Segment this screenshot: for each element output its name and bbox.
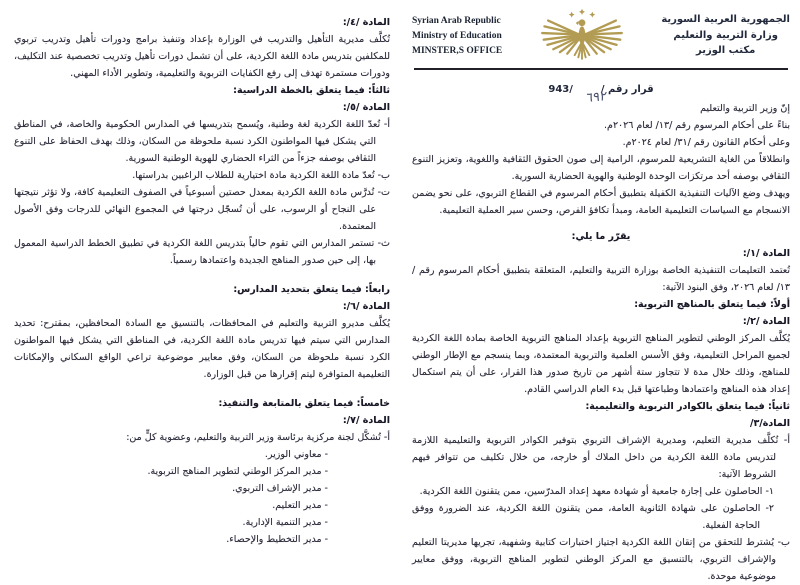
text-line: المادة /٦/: xyxy=(342,301,390,312)
decree-page-2 xyxy=(0,0,400,545)
spacer xyxy=(14,383,390,395)
text-line: تُعتمد التعليمات التنفيذية الخاصة بوزارة التربية والتعليم، المتعلقة بتطبيق أحكام المرسوم رقم /١٣/ لعام ٢٠٢٦، وفق البنود الآتية: xyxy=(412,265,790,293)
text-line: - معاوني الوزير. xyxy=(264,449,328,460)
text-line: تُكلَّف مديرية التأهيل والتدريب في الوزارة بإعداد وتنفيذ برامج ودورات تأهيل وتدريب تربوي للمكلفين بتدريس مادة اللغة الكردية، على أن تشمل دورات تأهيل وتدريب تخصصية عند التكليف، ودورات مستمرة تهدف إلى رفع الكفايات التربوية والتعليمية، وتطوير الأداء المهني. xyxy=(14,34,390,79)
letterhead-office-en: MINSTER,S OFFICE xyxy=(412,46,503,56)
text-line: المادة /٢/: xyxy=(742,316,790,327)
text-line: وانطلاقاً من الغاية التشريعية للمرسوم، الرامية إلى صون الحقوق الثقافية واللغوية، وتعزيز التنوع الثقافي بوصفه أحد مرتكزات الوحدة الوطنية والهوية الحضارية السورية. xyxy=(412,154,790,182)
text-line: - مدير التنمية الإدارية. xyxy=(242,517,328,528)
decree-page-1 xyxy=(400,0,800,582)
spacer xyxy=(14,269,390,281)
letterhead-ministry-ar: وزارة التربية والتعليم xyxy=(673,29,778,41)
eagle-emblem-icon xyxy=(536,8,628,64)
text-line: يُكلَّف مديرو التربية والتعليم في المحافظات، بالتنسيق مع السادة المحافظين، بمقترح: تحديد المدارس التي سيتم فيها تدريس مادة اللغة الكردية، في المناطق التي يشكل فيها المواطنون الكرد نسبة ملحوظة من السكان، وفق معايير موضوعية تراعي الواقع السكاني والإمكانات التعليمية المتوافرة ليتم إقرارها من قبل الوزارة. xyxy=(14,318,390,380)
letterhead-country-en: Syrian Arab Republic xyxy=(412,16,501,26)
ministry-letterhead xyxy=(412,8,790,64)
text-line: المادة /٥/: xyxy=(342,102,390,113)
text-line: ثالثاً: فيما يتعلق بالخطة الدراسية: xyxy=(233,85,390,96)
letterhead-country-ar: الجمهورية العربية السورية xyxy=(661,14,790,25)
text-line: بناءً على أحكام المرسوم رقم /١٣/ لعام ٢٠٢٦م. xyxy=(604,120,790,131)
text-line: - مدير المركز الوطني لتطوير المناهج التربوية. xyxy=(147,466,328,477)
text-line: المادة /١/: xyxy=(742,248,790,259)
text-line: ويهدف وضع الآليات التنفيذية الكفيلة بتطبيق أحكام المرسوم في القطاع التربوي، على نحو يضمن الانسجام مع السياسات التعليمية العامة، ومبدأ تكافؤ الفرص، وحسن سير العملية التعليمية. xyxy=(412,188,790,216)
text-line: المادة /٧/: xyxy=(342,415,390,426)
text-line: المادة /٤/: xyxy=(342,17,390,28)
text-line: ب- يُشترط للتحقق من إتقان اللغة الكردية اجتياز اختبارات كتابية وشفهية، تجريها مديريتا التعليم والإشراف التربوي، بالتنسيق مع المركز الوطني لتطوير المناهج التربوية، ووفق معايير موضوعية موحدة. xyxy=(412,537,790,582)
text-line: ١- الحاصلون على إجازة جامعية أو شهادة معهد إعداد المدرّسين، ممن يتقنون اللغة الكردية. xyxy=(419,486,774,497)
text-line: أ- تُعدّ اللغة الكردية لغة وطنية، ويُسمح بتدريسها في المدارس الحكومية والخاصة، في المناطق التي يشكل فيها المواطنون الكرد نسبة ملحوظة من السكان، وذلك بهدف الحفاظ على التنوع الثقافي بوصفه جزءاً من الثراء الحضاري للهوية الوطنية السورية. xyxy=(14,119,390,164)
text-line: وعلى أحكام القانون رقم /٣١/ لعام ٢٠٢٤م. xyxy=(622,137,790,148)
letterhead-office-ar: مكتب الوزير xyxy=(695,45,756,56)
text-line: - مدير التخطيط والإحصاء. xyxy=(226,534,328,545)
text-line: ب- تُعدّ مادة اللغة الكردية مادة اختيارية للطلاب الراغبين بدراستها. xyxy=(132,170,390,181)
text-line: ٢- الحاصلون على شهادة الثانوية العامة، ممن يتقنون اللغة الكردية، عند الضرورة ووفق الحاجة الفعلية. xyxy=(412,503,774,531)
handwritten-number-annotation: ٦٩٢ xyxy=(585,89,608,106)
text-line: - مدير الإشراف التربوي. xyxy=(232,483,328,494)
text-line: ت- تُدرَّس مادة اللغة الكردية بمعدل حصتين أسبوعياً في الصفوف التعليمية كافة، ولا تؤثر نتيجتها على النجاح أو الرسوب، على أن تُسجّل درجتها في المجموع النهائي للدرجات وفق الأصول المعتمدة. xyxy=(14,187,390,232)
text-line: أولاً: فيما يتعلق بالمناهج التربوية: xyxy=(634,299,790,310)
text-line: - مدير التعليم. xyxy=(272,500,328,511)
page-2-body-text xyxy=(14,14,390,548)
text-line: ثانياً: فيما يتعلق بالكوادر التربوية والتعليمية: xyxy=(585,401,790,412)
text-line: إنّ وزير التربية والتعليم xyxy=(700,103,790,114)
letterhead-divider-line xyxy=(414,68,788,70)
page-1-body-text xyxy=(412,100,790,585)
text-line: ث- تستمر المدارس التي تقوم حالياً بتدريس اللغة الكردية في تطبيق الخطط الدراسية المعمول بها، إلى حين صدور المناهج الجديدة واعتمادها رسمياً. xyxy=(14,238,390,266)
text-line: رابعاً: فيما يتعلق بتحديد المدارس: xyxy=(233,284,390,295)
text-line: خامساً: فيما يتعلق بالمتابعة والتنفيذ: xyxy=(218,398,390,409)
text-line: المادة/٣/ xyxy=(749,418,790,429)
text-line: يُكلَّف المركز الوطني لتطوير المناهج التربوية بإعداد المناهج التربوية الخاصة بمادة اللغة الكردية لجميع المراحل التعليمية، وفق الأسس العلمية والتربوية المعتمدة، وبما ينسجم مع الإطار الوطني للمناهج، وذلك خلال مدة لا تتجاوز ستة أشهر من تاريخ صدور هذا القرار، على أن يتم استكمال إعداد هذه المناهج واعتمادها وطباعتها قبل بدء العام الدراسي القادم. xyxy=(412,333,790,395)
letterhead-ministry-en: Ministry of Education xyxy=(412,31,502,41)
text-line: أ- تُكلَّف مديرية التعليم، ومديرية الإشراف التربوي بتوفير الكوادر التربوية والتعليمية اللازمة لتدريس مادة اللغة الكردية من داخل الملاك أو خارجه، من خلال تكليف من تتوافر فيهم الشروط الآتية: xyxy=(412,435,790,480)
spacer xyxy=(412,219,790,226)
letterhead-english-block xyxy=(412,8,502,59)
text-line: أ- تُشكَّل لجنة مركزية برئاسة وزير التربية والتعليم، وعضوية كلٍّ من: xyxy=(126,432,390,443)
decree-number-label: قرار رقم / xyxy=(600,84,654,95)
text-line: يقرّر ما يلي: xyxy=(571,231,631,242)
decree-number-value: 943/ xyxy=(548,84,573,95)
letterhead-arabic-block xyxy=(661,8,790,59)
